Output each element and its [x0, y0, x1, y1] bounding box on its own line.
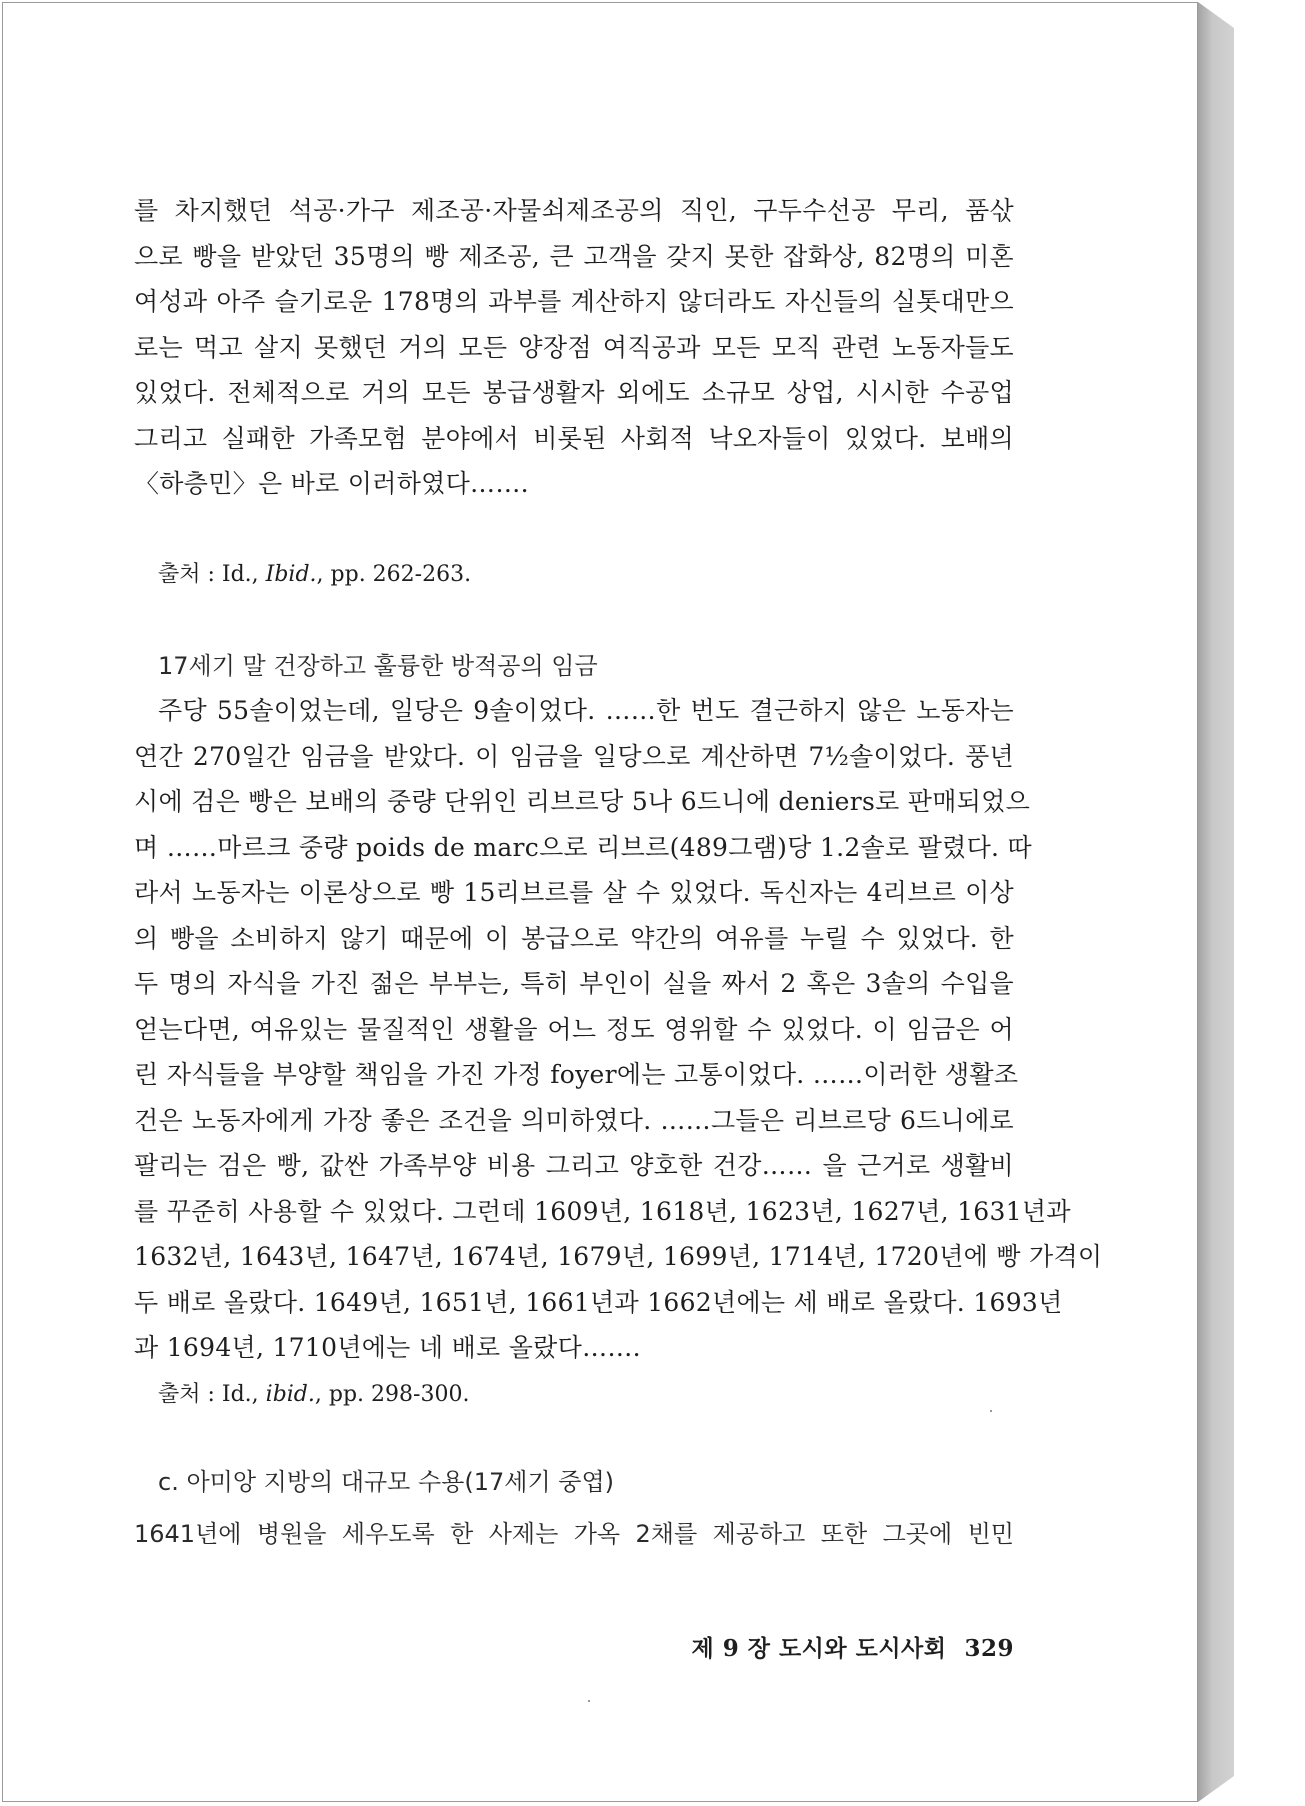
paragraph-line: 두 명의 자식을 가진 젊은 부부는, 특히 부인이 실을 짜서 2 혹은 3솔의 수입을 [134, 969, 1014, 998]
paragraph-line: 〈하층민〉은 바로 이러하였다……. [134, 469, 529, 498]
paragraph-1 [134, 188, 1014, 507]
paragraph-line: 를 차지했던 석공·가구 제조공·자물쇠제조공의 직인, 구두수선공 무리, 품삯 [134, 196, 1014, 225]
paragraph-line: 건은 노동자에게 가장 좋은 조건을 의미하였다. ……그들은 리브르당 6드니에로 [134, 1105, 1014, 1135]
source-suffix: , pp. 298-300. [314, 1382, 470, 1407]
paragraph-line: 연간 270일간 임금을 받았다. 이 임금을 일당으로 계산하면 7½솔이었다. 풍년 [134, 741, 1014, 771]
paragraph-line: 1632년, 1643년, 1647년, 1674년, 1679년, 1699년, 1714년, 1720년에 빵 가격이 [134, 1242, 1103, 1271]
paragraph-line: 두 배로 올랐다. 1649년, 1651년, 1661년과 1662년에는 세 배로 올랐다. 1693년 [134, 1287, 1063, 1317]
paragraph-line: 라서 노동자는 이론상으로 빵 15리브르를 살 수 있었다. 독신자는 4리브르 이상 [134, 878, 1014, 907]
source-italic: Ibid. [265, 562, 317, 587]
page-footer [691, 1634, 1014, 1664]
section-heading-1: 17세기 말 건장하고 훌륭한 방적공의 임금 [158, 652, 598, 680]
paragraph-line: 1641년에 병원을 세우도록 한 사제는 가옥 2채를 제공하고 또한 그곳에 빈민 [134, 1520, 1014, 1548]
scan-speck [990, 1410, 992, 1412]
source-citation-2 [158, 1380, 469, 1410]
paragraph-line: 여성과 아주 슬기로운 178명의 과부를 계산하지 않더라도 자신들의 실톳대만으 [134, 287, 1014, 316]
paragraph-line: 있었다. 전체적으로 거의 모든 봉급생활자 외에도 소규모 상업, 시시한 수공업 [134, 378, 1014, 407]
paragraph-line: 며 ……마르크 중량 poids de marc으로 리브르(489그램)당 1.2솔로 팔렸다. 따 [134, 832, 1032, 862]
scan-speck [588, 1700, 590, 1702]
page-edge [1198, 2, 1234, 1802]
paragraph-line: 과 1694년, 1710년에는 네 배로 올랐다……. [134, 1333, 641, 1362]
paragraph-line: 그리고 실패한 가족모험 분야에서 비롯된 사회적 낙오자들이 있었다. 보배의 [134, 423, 1014, 453]
paragraph-line: 를 꾸준히 사용할 수 있었다. 그런데 1609년, 1618년, 1623년, 1627년, 1631년과 [134, 1196, 1071, 1226]
source-italic: ibid. [265, 1382, 315, 1407]
paragraph-line: 린 자식들을 부양할 책임을 가진 가정 foyer에는 고통이었다. ……이러한 생활조 [134, 1060, 1019, 1089]
paragraph-line: 주당 55솔이었는데, 일당은 9솔이었다. ……한 번도 결근하지 않은 노동자는 [158, 696, 1014, 725]
source-suffix: , pp. 262-263. [316, 562, 472, 587]
source-prefix: 출처 : Id., [158, 562, 266, 587]
paragraph-line: 으로 빵을 받았던 35명의 빵 제조공, 큰 고객을 갖지 못한 잡화상, 82명의 미혼 [134, 241, 1014, 271]
paragraph-line: 의 빵을 소비하지 않기 때문에 이 봉급으로 약간의 여유를 누릴 수 있었다. 한 [134, 923, 1014, 953]
chapter-title: 제 9 장 도시와 도시사회 [691, 1635, 947, 1662]
paragraph-line: 시에 검은 빵은 보배의 중량 단위인 리브르당 5나 6드니에 deniers로 판매되었으 [134, 787, 1031, 816]
paragraph-line: 로는 먹고 살지 못했던 거의 모든 양장점 여직공과 모든 모직 관련 노동자들도 [134, 332, 1014, 362]
paragraph-line: 팔리는 검은 빵, 값싼 가족부양 비용 그리고 양호한 건강…… 을 근거로 생활비 [134, 1151, 1014, 1180]
paragraph-line: 얻는다면, 여유있는 물질적인 생활을 어느 정도 영위할 수 있었다. 이 임금은 어 [134, 1014, 1014, 1044]
paragraph-2 [134, 688, 1103, 1371]
source-citation-1 [158, 560, 471, 590]
source-prefix: 출처 : Id., [158, 1382, 266, 1407]
section-heading-2: c. 아미앙 지방의 대규모 수용(17세기 중엽) [158, 1468, 614, 1496]
page-number: 329 [964, 1635, 1014, 1662]
